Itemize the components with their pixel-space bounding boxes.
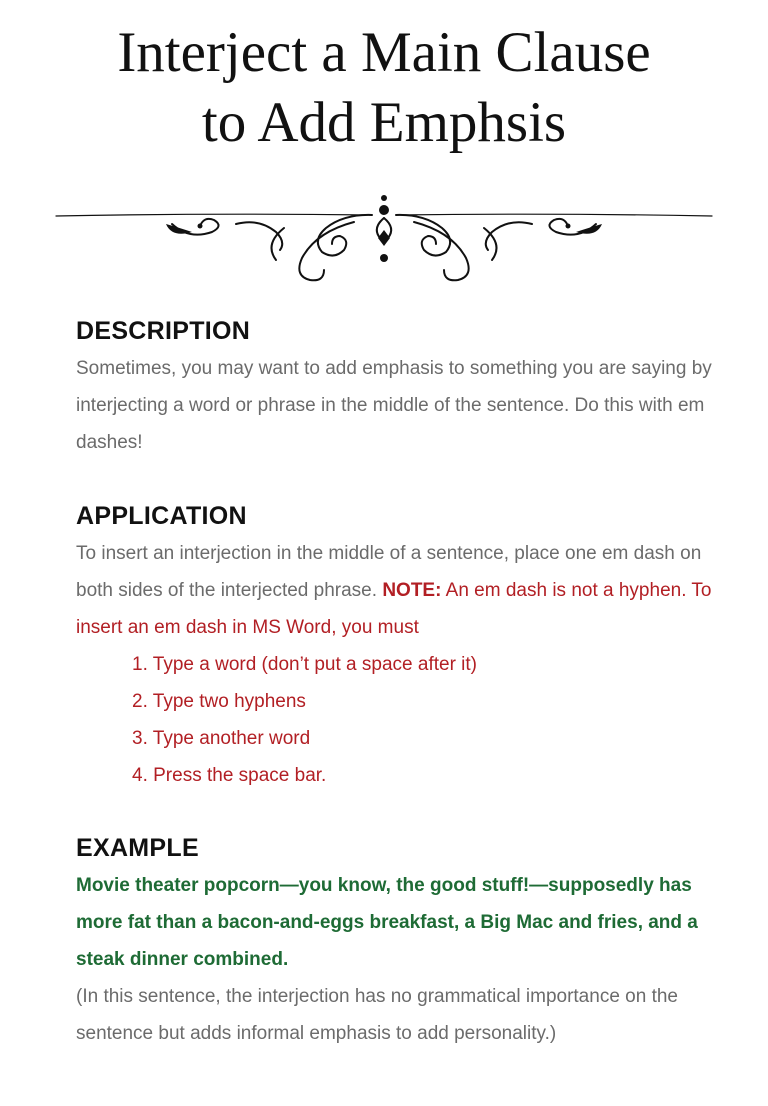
title-line-1: Interject a Main Clause bbox=[117, 21, 651, 84]
list-item: 1. Type a word (don’t put a space after it) bbox=[132, 654, 478, 675]
example-section bbox=[76, 833, 726, 1052]
application-text bbox=[76, 535, 726, 646]
scroll-flourish-divider-icon bbox=[54, 188, 714, 298]
description-heading: DESCRIPTION bbox=[76, 317, 251, 345]
title-line-2: to Add Emphsis bbox=[201, 91, 567, 154]
note-text: An em dash is not a hyphen. To insert an em dash in MS Word, you must bbox=[76, 580, 712, 638]
description-text: Sometimes, you may want to add emphasis to something you are saying by interjecting a word or phrase in the middle of the sentence. Do this with em dashes! bbox=[76, 358, 712, 453]
list-item: 3. Type another word bbox=[132, 728, 311, 749]
application-section bbox=[76, 501, 726, 794]
list-item: 2. Type two hyphens bbox=[132, 691, 306, 712]
example-heading: EXAMPLE bbox=[76, 834, 199, 862]
list-item: 4. Press the space bar. bbox=[132, 765, 327, 786]
example-sentence: Movie theater popcorn—you know, the good stuff!—supposedly has more fat than a bacon-and-eggs breakfast, a Big Mac and fries, and a steak dinner combined. bbox=[76, 875, 698, 970]
application-instruction: To insert an interjection in the middle of a sentence, place one em dash on both sides of the interjected phrase. bbox=[76, 543, 702, 601]
example-explanation: (In this sentence, the interjection has no grammatical importance on the sentence but adds informal emphasis to add personality.) bbox=[76, 986, 678, 1044]
application-heading: APPLICATION bbox=[76, 502, 247, 530]
note-label: NOTE: bbox=[382, 580, 442, 601]
steps-list bbox=[76, 646, 726, 794]
page-title bbox=[0, 18, 768, 158]
description-section bbox=[76, 316, 726, 461]
